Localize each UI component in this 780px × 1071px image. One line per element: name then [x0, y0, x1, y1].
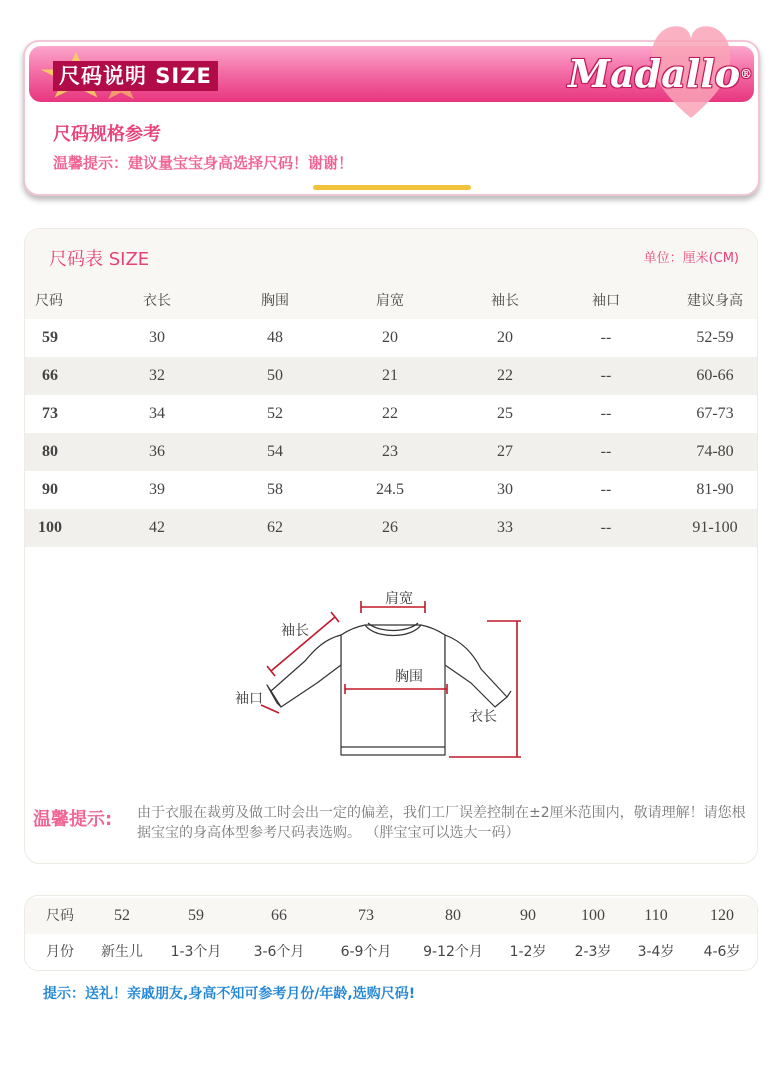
notice-title: 温馨提示: [33, 809, 113, 830]
divider [313, 185, 471, 190]
table-header-row [25, 285, 757, 317]
gift-tip: 提示：送礼！亲戚朋友,身高不知可参考月份/年龄,选购尺码! [43, 986, 416, 1002]
size-table-title: 尺码表 SIZE [49, 249, 150, 270]
notice-text: 由于衣服在裁剪及做工时会出一定的偏差，我们工厂误差控制在±2厘米范围内，敬请理解！请您根据宝宝的身高体型参考尺码表选购。 （胖宝宝可以选大一码） [137, 805, 746, 841]
page-title: 尺码说明 SIZE [53, 61, 218, 91]
row-label: 尺码 [46, 908, 74, 924]
table-row: 月份 新生儿 1-3个月 3-6个月 6-9个月 9-12个月 1-2岁 2-3岁 3-4岁 4-6岁 [25, 934, 757, 970]
column-header: 袖口 [592, 293, 620, 309]
table-row: 尺码 52 59 66 73 80 90 100 110 120 [25, 898, 757, 934]
table-row: 59 30 48 20 20 -- 52-59 [42, 329, 734, 346]
table-row: 66 32 50 21 22 -- 60-66 [25, 357, 757, 395]
chest-label: 胸围 [395, 669, 423, 685]
row-label: 月份 [46, 944, 74, 960]
shoulder-label: 肩宽 [385, 591, 413, 607]
size-tip: 温馨提示：建议量宝宝身高选择尺码！谢谢！ [53, 154, 354, 172]
column-header: 建议身高 [687, 293, 743, 309]
section-subtitle: 尺码规格参考 [53, 124, 161, 145]
column-header: 胸围 [261, 293, 289, 309]
length-label: 衣长 [469, 709, 497, 725]
column-header: 尺码 [35, 293, 63, 309]
garment-measurement-diagram [225, 579, 555, 769]
table-row: 100 42 62 26 33 -- 91-100 [25, 509, 757, 547]
column-header: 袖长 [491, 293, 519, 309]
age-table-card [24, 895, 758, 971]
table-row: 73 34 52 22 25 -- 67-73 [42, 405, 734, 422]
brand-logo: Madallo® [568, 51, 753, 96]
cuff-label: 袖口 [235, 691, 263, 707]
size-table-card [24, 228, 758, 864]
column-header: 衣长 [143, 293, 171, 309]
unit-label: 单位：厘米(CM) [643, 251, 739, 266]
table-row: 80 36 54 23 27 -- 74-80 [25, 433, 757, 471]
sleeve-label: 袖长 [281, 623, 309, 639]
column-header: 肩宽 [376, 293, 404, 309]
table-row: 90 39 58 24.5 30 -- 81-90 [42, 481, 734, 498]
